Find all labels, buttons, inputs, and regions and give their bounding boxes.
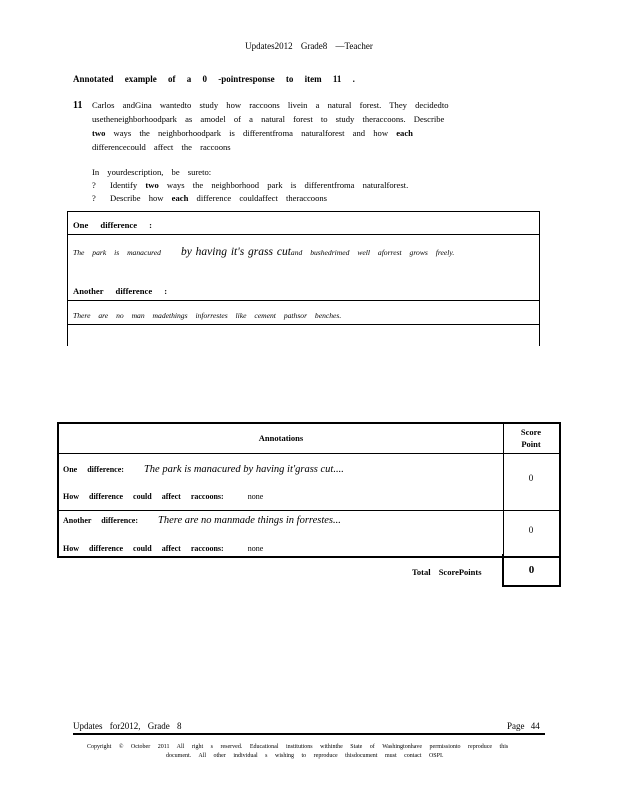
row-1-difference bbox=[63, 459, 344, 477]
footer-rule bbox=[73, 733, 545, 735]
question-line-3 bbox=[92, 128, 413, 138]
annotations-table bbox=[57, 422, 561, 558]
one-difference-label: One difference : bbox=[73, 220, 153, 230]
divider bbox=[68, 300, 539, 301]
row-2-how bbox=[63, 538, 263, 556]
bullet-2-post: difference couldaffect theraccoons bbox=[196, 193, 328, 203]
bullet-1-post: ways the neighborhood park is differentfroma naturalforest. bbox=[166, 180, 409, 190]
row-2-score: 0 bbox=[528, 525, 534, 535]
row-1-label: One difference: bbox=[63, 465, 124, 474]
score-header-line-1: Score bbox=[520, 427, 542, 437]
total-score-value: 0 bbox=[528, 564, 535, 576]
copyright-line-2: document. All other individual s wishing to reproduce thisdocument must contact OSPI. bbox=[166, 753, 444, 759]
bullet-2-pre: Describe how bbox=[110, 193, 164, 203]
divider bbox=[68, 324, 539, 325]
caption: Annotated example of a 0 -pointresponse to item 11 . bbox=[73, 74, 355, 84]
divider bbox=[68, 234, 539, 235]
question-line-3-text: ways the neighborhoodpark is differentfroma naturalforest and how bbox=[105, 128, 389, 138]
copyright-line-1: Copyright © October 2011 All right s reserved. Educational institutions withinthe State of Washingtonhave permissionto reproduce this bbox=[87, 744, 509, 750]
response-text-2: and bushedrimed well aforrest grows freely. bbox=[290, 248, 455, 257]
question-line-1: Carlos andGina wantedto study how raccoons livein a natural forest. They decidedto bbox=[92, 100, 449, 110]
question-line-4: differencecould affect the raccoons bbox=[92, 142, 231, 152]
row-2-label: Another difference: bbox=[63, 516, 139, 525]
row-2-how-value: none bbox=[247, 544, 264, 553]
emphasis-each: each bbox=[396, 128, 413, 138]
row-1-how-value: none bbox=[247, 492, 264, 501]
bullet-2 bbox=[92, 193, 327, 203]
bullet-1-pre: Identify bbox=[110, 180, 138, 190]
another-difference-label: Another difference : bbox=[73, 286, 168, 296]
score-header-line-2: Point bbox=[521, 439, 541, 449]
question-number: 11 bbox=[73, 100, 83, 111]
row-1-how bbox=[63, 486, 263, 504]
page-header: Updates2012 Grade8 —Teacher bbox=[245, 41, 373, 51]
instructions: In yourdescription, be sureto: bbox=[92, 167, 212, 177]
student-response-box bbox=[67, 211, 540, 346]
row-1-text: The park is manacured by having it'grass cut.... bbox=[143, 464, 344, 475]
response-text-1: The park is manacured bbox=[73, 248, 161, 257]
response-text-handwritten: by having it's grass cut bbox=[180, 246, 291, 258]
row-1-how-label: How difference could affect raccoons: bbox=[63, 492, 224, 501]
row-1-score: 0 bbox=[528, 473, 534, 483]
total-score-box bbox=[502, 554, 561, 587]
bullet-mark: ? bbox=[92, 180, 96, 190]
bullet-1 bbox=[92, 180, 408, 190]
another-difference-response: There are no man madethings inforrestes like cement pathsor benches. bbox=[73, 311, 342, 320]
score-point-header bbox=[503, 426, 559, 450]
row-2-how-label: How difference could affect raccoons: bbox=[63, 544, 224, 553]
bullet-mark: ? bbox=[92, 193, 96, 203]
bullet-1-bold: two bbox=[145, 180, 159, 190]
emphasis-two: two bbox=[92, 128, 106, 138]
bullet-2-bold: each bbox=[171, 193, 189, 203]
one-difference-response bbox=[73, 242, 454, 260]
total-score-label: Total ScorePoints bbox=[412, 567, 482, 577]
row-2-difference bbox=[63, 510, 341, 528]
question-line-2: usetheneighborhoodpark as amodel of a natural forest to study theraccoons. Describe bbox=[92, 114, 445, 124]
page-number: Page 44 bbox=[507, 721, 540, 731]
row-2-text: There are no manmade things in forrestes... bbox=[158, 515, 341, 526]
annotations-title: Annotations bbox=[258, 433, 304, 443]
footer-title: Updates for2012, Grade 8 bbox=[73, 721, 182, 731]
table-header-divider bbox=[59, 453, 559, 454]
